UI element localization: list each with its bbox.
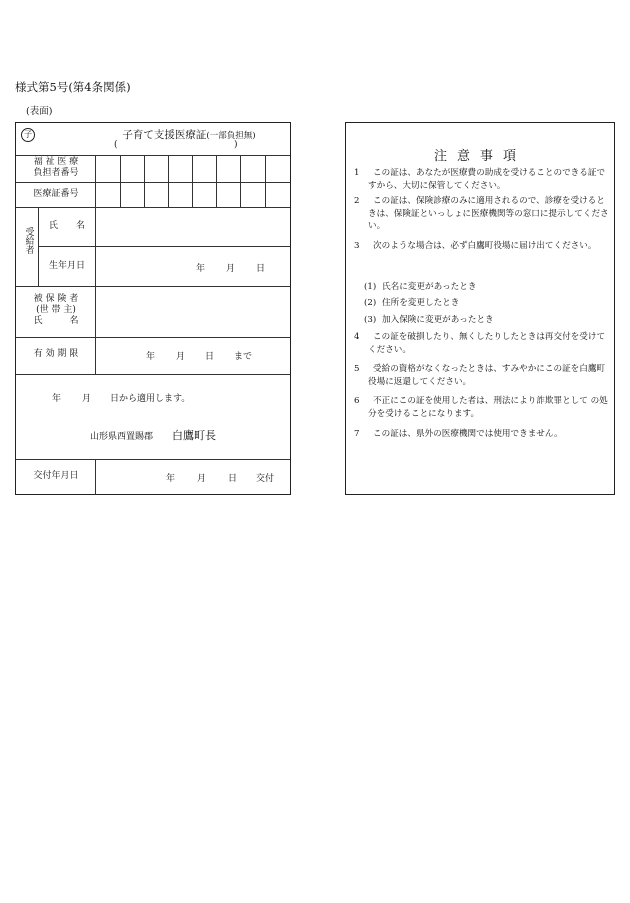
medical-cert-no-label: 医療証番号: [33, 189, 79, 199]
certificate-card: [15, 122, 291, 495]
issue-year: 年: [166, 474, 176, 484]
notice-subitem: (1) 氏名に変更があったとき: [364, 282, 477, 292]
notice-item: 2 この証は、保険診療のみに適用されるので、診療を受けるときは、保険証といっしょに医療機関等の窓口に提示してください。: [354, 196, 609, 231]
valid-month: 月: [176, 352, 186, 362]
valid-until: まで: [234, 352, 253, 362]
issuer-name: 白鷹町長: [172, 429, 216, 442]
issue-suffix: 交付: [256, 474, 275, 484]
apply-year: 年: [52, 394, 62, 404]
notice-item: 5 受給の資格がなくなったときは、すみやかにこの証を白鷹町役場に返還してください。: [354, 364, 606, 387]
dob-label: 生年月日: [48, 261, 85, 271]
paren-open: (: [114, 140, 118, 150]
apply-month: 月: [82, 394, 92, 404]
side-label: (表面): [26, 106, 53, 117]
welfare-payer-label: 福 祉 医 療 負担者番号: [33, 157, 79, 178]
child-mark-icon: 子: [21, 128, 35, 142]
issue-month: 月: [197, 474, 207, 484]
recipient-label: 受給者: [23, 227, 34, 254]
form-number: 様式第5号(第4条関係): [15, 80, 131, 94]
notice-item: 6 不正にこの証を使用した者は、刑法により詐欺罪として の処分を受けることになります。: [354, 396, 608, 419]
dob-month: 月: [226, 264, 236, 274]
valid-day: 日: [205, 352, 215, 362]
issuer-pref: 山形県西置賜郡: [90, 432, 154, 442]
paren-close: ): [234, 140, 238, 150]
card-title-sub: (一部負担無): [206, 131, 256, 141]
validity-label: 有 効 期 限: [33, 349, 79, 359]
insured-label: 被 保 険 者 (世 帯 主) 氏 名: [33, 294, 79, 326]
notice-subitem: (3) 加入保険に変更があったとき: [364, 315, 494, 325]
notice-item: 7 この証は、県外の医療機関では使用できません。: [354, 429, 563, 439]
dob-day: 日: [256, 264, 266, 274]
notice-subitem: (2) 住所を変更したとき: [364, 298, 460, 308]
issue-day: 日: [228, 474, 238, 484]
apply-text: 日から適用します。: [110, 394, 191, 404]
notice-box: [345, 122, 615, 495]
issue-date-label: 交付年月日: [33, 471, 79, 481]
notice-item: 4 この証を破損したり、無くしたりしたときは再交付を受けてください。: [354, 332, 606, 355]
notice-item: 1 この証は、あなたが医療費の助成を受けることのできる証ですから、大切に保管してください。: [354, 168, 606, 191]
notice-item: 3 次のような場合は、必ず白鷹町役場に届け出てください。: [354, 241, 597, 251]
dob-year: 年: [196, 264, 206, 274]
card-title: 子育て支援医療証(一部負担無): [122, 129, 256, 141]
name-label: 氏 名: [48, 221, 85, 231]
notice-title: 注意事項: [433, 149, 526, 164]
valid-year: 年: [146, 352, 156, 362]
